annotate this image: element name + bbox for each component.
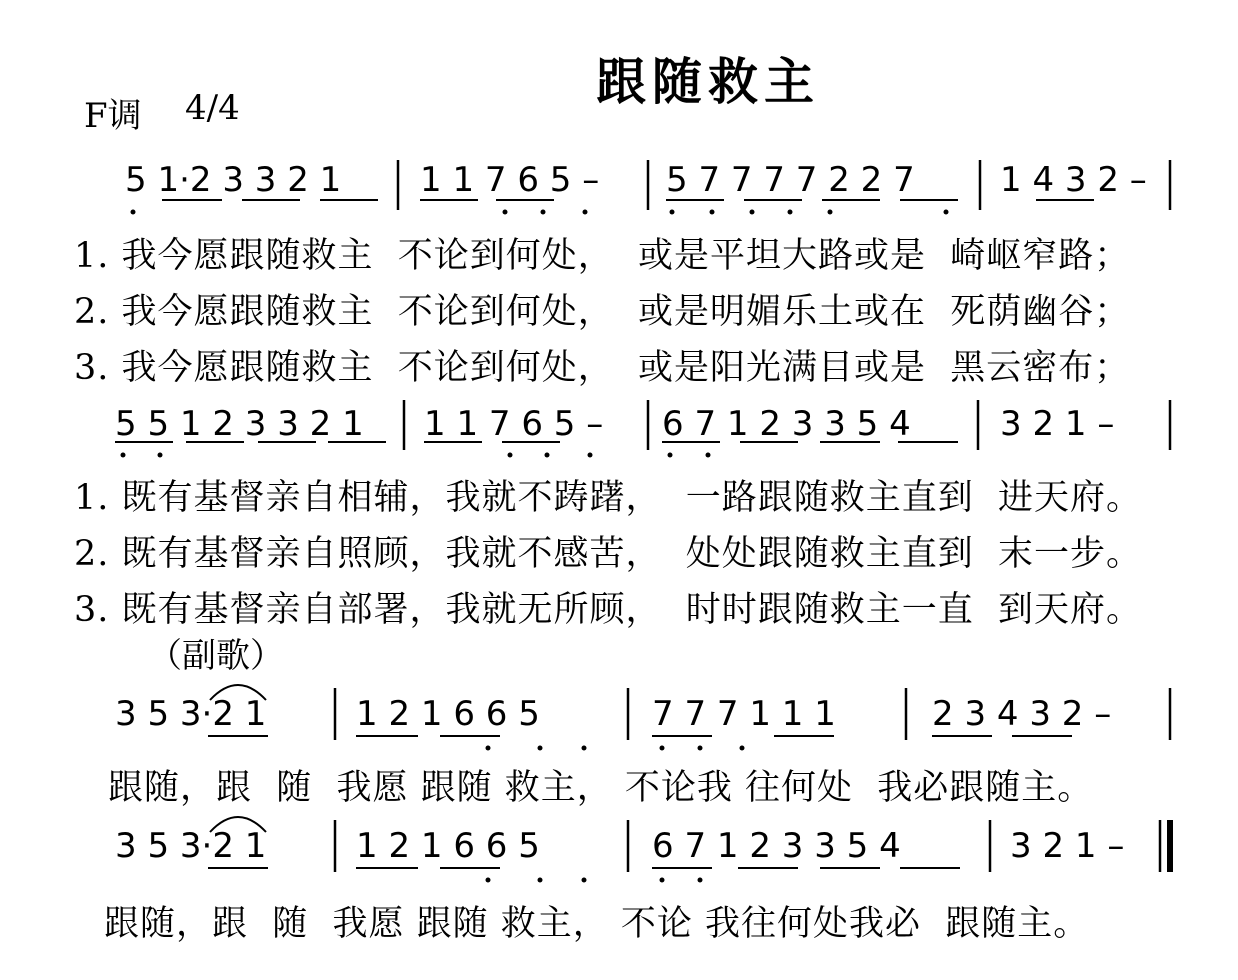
notes-row4-m1: 3 5 3·2 1 [115, 826, 267, 866]
octave-dot [131, 210, 136, 215]
octave-dot [710, 210, 715, 215]
notes-row1-m2: 1 1 7 6 5 – [420, 160, 600, 200]
verse-a-line3: 3. 我今愿跟随救主 不论到何处， 或是阳光满目或是 黑云密布； [74, 348, 1131, 388]
octave-dot [538, 878, 543, 883]
octave-dot [660, 746, 665, 751]
octave-dot [740, 746, 745, 751]
notes-row4-m2: 1 2 1 6 6 5 [356, 826, 540, 866]
notes-row2-m3: 6 7 1 2 3 3 5 4 [662, 404, 911, 444]
octave-dot [158, 453, 163, 458]
chorus-lyric-line1: 跟随，跟 随 我愿 跟随 救主， 不论我 往何处 我必跟随主。 [108, 768, 1094, 808]
key-signature: F调 [84, 96, 142, 136]
verse-a-line1: 1. 我今愿跟随救主 不论到何处， 或是平坦大路或是 崎岖窄路； [74, 236, 1131, 276]
octave-dot [486, 746, 491, 751]
octave-dot [944, 210, 949, 215]
time-signature: 4/4 [185, 88, 240, 128]
chorus-lyric-line2: 跟随，跟 随 我愿 跟随 救主， 不论 我往何处我必 跟随主。 [104, 904, 1090, 944]
notes-row3-m3: 7 7 7 1 1 1 [652, 694, 836, 734]
octave-dot [588, 453, 593, 458]
verse-b-line3: 3. 既有基督亲自部署，我就无所顾， 时时跟随救主一直 到天府。 [74, 590, 1143, 630]
notes-row3-m4: 2 3 4 3 2 – [932, 694, 1112, 734]
octave-dot [545, 453, 550, 458]
octave-dot [660, 878, 665, 883]
verse-b-line1: 1. 既有基督亲自相辅，我就不踌躇， 一路跟随救主直到 进天府。 [74, 478, 1143, 518]
notes-row4-m3: 6 7 1 2 3 3 5 4 [652, 826, 901, 866]
notes-row3-m2: 1 2 1 6 6 5 [356, 694, 540, 734]
octave-dot [698, 878, 703, 883]
verse-b-line2: 2. 既有基督亲自照顾，我就不感苦， 处处跟随救主直到 末一步。 [74, 534, 1143, 574]
notes-row1-m4: 1 4 3 2 – [1000, 160, 1147, 200]
slur [210, 685, 266, 700]
notes-row2-m1: 5 5 1 2 3 3 2 1 [115, 404, 364, 444]
octave-dot [486, 878, 491, 883]
octave-dot [538, 746, 543, 751]
notes-row3-m1: 3 5 3·2 1 [115, 694, 267, 734]
octave-dot [828, 210, 833, 215]
octave-dot [706, 453, 711, 458]
notes-row1-m3: 5 7 7 7 7 2 2 7 [666, 160, 915, 200]
octave-dot [503, 210, 508, 215]
song-title: 跟随救主 [596, 53, 820, 111]
octave-dot [541, 210, 546, 215]
octave-dot [582, 746, 587, 751]
verse-a-line2: 2. 我今愿跟随救主 不论到何处， 或是明媚乐土或在 死荫幽谷； [74, 292, 1131, 332]
octave-dot [583, 210, 588, 215]
octave-dot [508, 453, 513, 458]
notes-row4-m4: 3 2 1 – [1010, 826, 1125, 866]
octave-dot [668, 453, 673, 458]
notes-row1-m1: 5 1·2 3 3 2 1 [125, 160, 342, 200]
notes-row2-m2: 1 1 7 6 5 – [424, 404, 604, 444]
octave-dot [582, 878, 587, 883]
octave-dot [788, 210, 793, 215]
slur [210, 817, 266, 832]
chorus-label: （副歌） [148, 636, 284, 676]
octave-dot [698, 746, 703, 751]
notes-row2-m4: 3 2 1 – [1000, 404, 1115, 444]
octave-dot [750, 210, 755, 215]
octave-dot [121, 453, 126, 458]
octave-dot [670, 210, 675, 215]
